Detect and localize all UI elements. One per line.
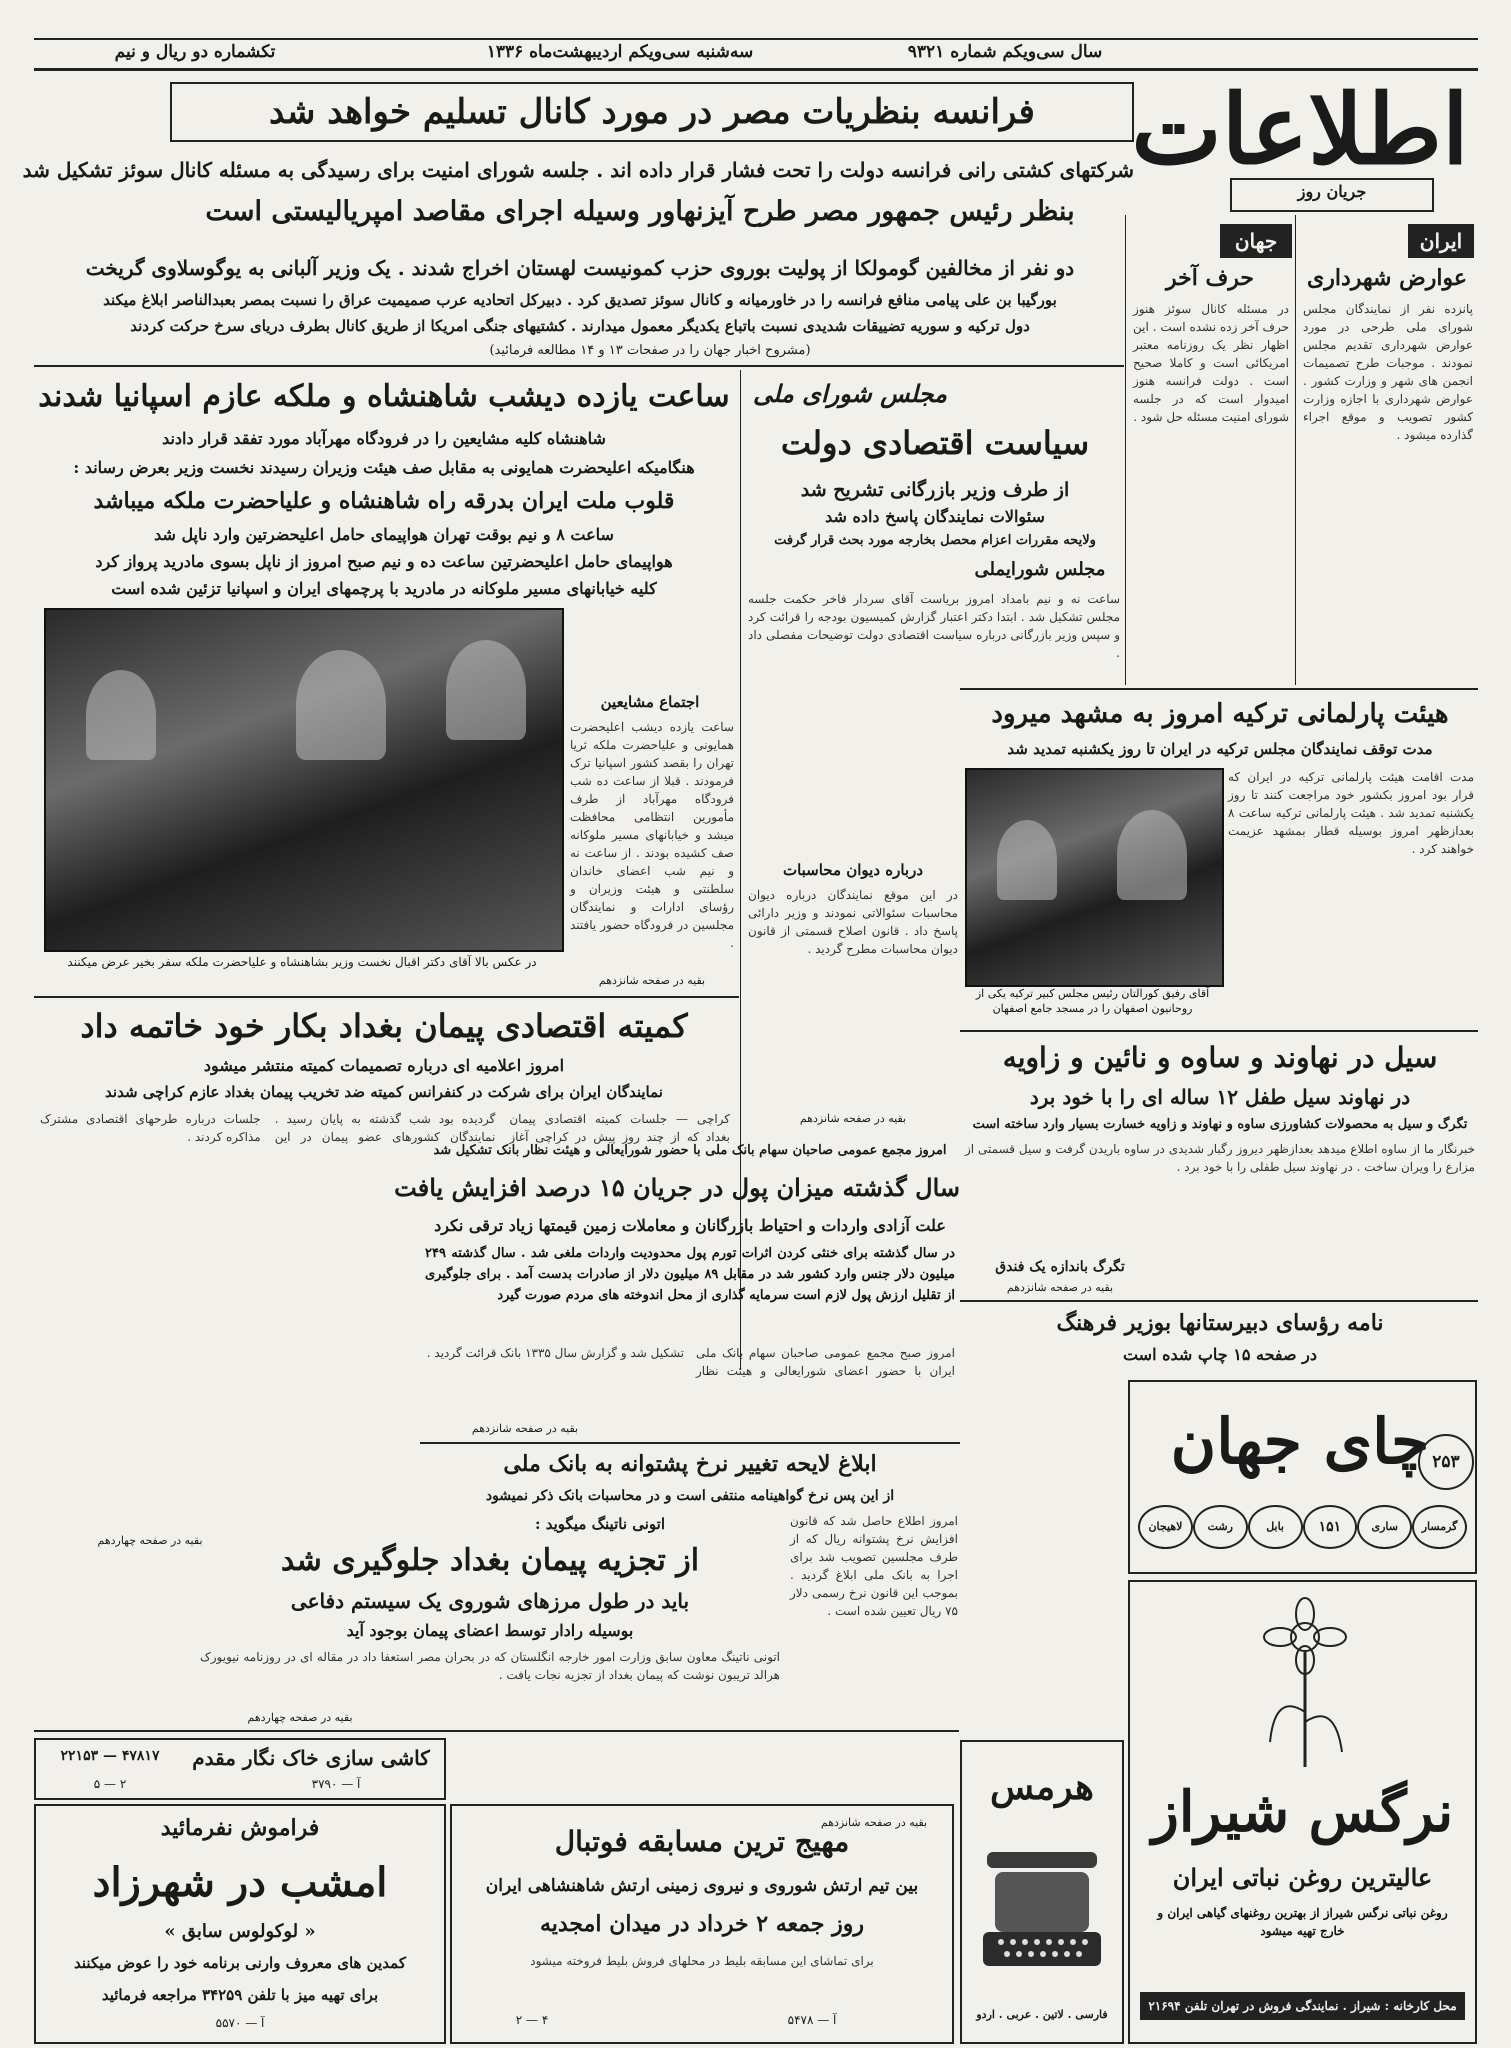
football-date: روز جمعه ۲ خرداد در میدان امجدیه (539, 1911, 865, 1937)
tea-city: رشت (1193, 1505, 1248, 1549)
shahrzad-code: آ — ۵۵۷۰ (215, 2016, 265, 2030)
narges-detail: روغن نباتی نرگس شیراز از بهترین روغنهای گیاهی ایران و خارج تهیه میشود (1157, 1906, 1448, 1938)
price: تکشماره دو ریال و نیم (114, 42, 276, 62)
baghdad-split-sub2: بوسیله رادار توسط اعضای پیمان بوجود آید (346, 1621, 634, 1640)
kashi-phone: ۴۷۸۱۷ — ۲۲۱۵۳ (60, 1748, 160, 1764)
culture-sub1: در صفحه ۱۵ چاپ شده است (1122, 1345, 1318, 1364)
shahrzad-sub: « لوکولوس سابق » (164, 1921, 316, 1942)
municipal-title: عوارض شهرداری (1307, 265, 1467, 291)
shah-photo (44, 608, 564, 952)
shahrzad-phone: برای تهیه میز با تلفن ۳۴۲۵۹ مراجعه فرمائید (101, 1986, 379, 2004)
municipal-body: پانزده نفر از نمایندگان مجلس شورای ملی طرحی در مورد عوارض شهرداری تقدیم مجلس نمودند . موجبات طرح تصمیمات انجمن های شهر و وزارت کشور . عوارض شهرداری با اجازه وزارت کشور تصویب و موقع اجراء گذارده میشود . (1303, 302, 1473, 442)
shah-sub5: هواپیمای حامل اعلیحضرتین ساعت ده و نیم صبح امروز از ناپل بسوی مادرید پرواز کرد (95, 552, 673, 571)
currency-headline: ابلاغ لایحه تغییر نرخ پشتوانه به بانک ملی (503, 1451, 877, 1477)
narges-brand: نرگس شیراز (1151, 1779, 1454, 1845)
bank-headline: سال گذشته میزان پول در جریان ۱۵ درصد افزایش یافت (394, 1173, 960, 1202)
bank-sub2: در سال گذشته برای خنثی کردن اثرات تورم پول محدودیت واردات ملغی شد . سال گذشته ۲۴۹ میلیون دلار جنس وارد کشور شد در مقابل ۸۹ میلیون دلار از صادرات بدست آمد . برای جلوگیری از تقلیل ارزش پول لازم است سرمایه گذاری از محل اندوخته های مردم صورت گیرد (425, 1246, 955, 1303)
typewriter-illustration (977, 1832, 1107, 1982)
kashi-code2: ۲ — ۵ (93, 1777, 127, 1791)
majlis-sub1: از طرف وزیر بازرگانی تشریح شد (800, 479, 1070, 501)
bank-sub1: علت آزادی واردات و احتیاط بازرگانان و معاملات زمین قیمتها زیاد ترقی نکرد (434, 1216, 946, 1235)
shah-bottom-rule (34, 996, 739, 998)
baghdad-split-continued: بقیه در صفحه چهاردهم (247, 1711, 353, 1724)
tea-phone: ۱۵۱ (1303, 1505, 1358, 1549)
flood-headline: سیل در نهاوند و ساوه و نائین و زاویه (1002, 1041, 1438, 1074)
kashi-code: آ — ۳۷۹۰ (311, 1777, 361, 1791)
baghdad-committee-continued: بقیه در صفحه چهاردهم (97, 1534, 203, 1547)
turkish-body: مدت اقامت هیئت پارلمانی ترکیه در ایران که قرار بود امروز بکشور خود مراجعت کنند تا روز یکشنبه تمدید شد . هیئت پارلمانی ترکیه ساعت ۸ بعدازظهر امروز بوسیله قطار بمشهد عزیمت خواهند کرد . (1228, 770, 1474, 856)
tea-city: لاهیجان (1138, 1505, 1193, 1549)
football-code: آ — ۵۴۷۸ (787, 2013, 837, 2027)
flood-sub1: در نهاوند سیل طفل ۱۲ ساله ای را با خود برد (1029, 1085, 1411, 1109)
narges-ad (1128, 1580, 1477, 2044)
shahrzad-title: امشب در شهرزاد (92, 1859, 388, 1906)
turkish-photo-caption: آقای رفیق کورالتان رئیس مجلس کبیر ترکیه یکی از روحانیون اصفهان را در مسجد جامع اصفهان (975, 987, 1210, 1016)
tea-number: ۲۵۳ (1418, 1434, 1474, 1490)
flood-body: خبرنگار ما از ساوه اطلاع میدهد بعدازظهر دیروز رگبار شدیدی در ساوه باریدن گرفت و سیل قسمتی از مزارع را ویران ساخت . در نهاوند سیل طفلی را با خود برد . (965, 1142, 1475, 1174)
baghdad-split-kicker: اتونی ناتینگ میگوید : (534, 1515, 665, 1533)
newspaper-logo: اطلاعات (1131, 73, 1469, 186)
turkish-sub1: مدت توقف نمایندگان مجلس ترکیه در ایران تا روز یکشنبه تمدید شد (1007, 740, 1433, 758)
majlis-section-label: مجلس شورای ملی (753, 379, 947, 408)
tea-ad (1128, 1380, 1477, 1574)
shah-sub4: ساعت ۸ و نیم بوقت تهران هواپیمای حامل اعلیحضرتین وارد ناپل شد (154, 525, 614, 544)
football-code2: ۴ — ۲ (515, 2013, 549, 2027)
football-fine: برای تماشای این مسابقه بلیط در محلهای فروش بلیط فروخته میشود (530, 1954, 874, 1968)
tea-city: گرمسار (1412, 1505, 1467, 1549)
shah-sub6: کلیه خیابانهای مسیر ملوکانه در مادرید با پرچمهای ایران و اسپانیا تزئین شده است (111, 579, 657, 598)
flood-continued: بقیه در صفحه شانزدهم (1006, 1281, 1114, 1294)
lead-sub1: شرکتهای کشتی رانی فرانسه دولت را تحت فشار قرار داده اند . جلسه شورای امنیت برای رسیدگی به مسئله کانال سوئز تشکیل شد (22, 158, 1134, 182)
hermes-brand: هرمس (989, 1766, 1095, 1808)
baghdad-committee-sub1: امروز اعلامیه ای درباره تصمیمات کمیته منتشر میشود (203, 1056, 565, 1075)
world-label: جهان (1220, 224, 1292, 258)
lead-sub3: دو نفر از مخالفین گومولکا از پولیت بوروی حزب کمونیست لهستان اخراج شدند . یک وزیر آلبانی به یوگوسلاوی گریخت (85, 256, 1075, 280)
hermes-ad (960, 1740, 1124, 2044)
majlis-sub2: سئوالات نمایندگان پاسخ داده شد (825, 507, 1045, 526)
football-sub: بین تیم ارتش شوروی و نیروی زمینی ارتش شاهنشاهی ایران (485, 1876, 919, 1896)
narges-footer: محل کارخانه : شیراز . نمایندگی فروش در تهران تلفن ۲۱۶۹۴ (1140, 1992, 1465, 2020)
hermes-footer: فارسی . لاتین . عربی . اردو (976, 2008, 1108, 2021)
daily-column-box (1230, 178, 1434, 212)
bank-kicker: امروز مجمع عمومی صاحبان سهام بانک ملی با حضور شورایعالی و هیئت نظار بانک تشکیل شد (433, 1143, 947, 1158)
culture-headline: نامه رؤسای دبیرستانها بوزیر فرهنگ (1056, 1310, 1384, 1336)
kashi-ad (34, 1738, 446, 1800)
baghdad-committee-body: کراچی — جلسات کمیته اقتصادی پیمان بغداد که از چند روز پیش در کراچی آغاز گردیده بود شب گذشته به پایان رسید . نمایندگان کشورهای عضو پیمان در این جلسات درباره طرحهای اقتصادی مشترک مذاکره کردند . (40, 1112, 730, 1144)
currency-sub1: از این پس نرخ گواهینامه منتفی است و در محاسبات بانک ذکر نمیشود (485, 1488, 895, 1504)
col-divider-1 (1125, 215, 1126, 685)
shahrzad-top: فراموش نفرمائید (160, 1815, 320, 1841)
majlis-body2: در این موقع نمایندگان درباره دیوان محاسبات سئوالاتی نمودند و وزیر دارائی پاسخ داد . قانون اصلاح قسمتی از قانون دیوان محاسبات مطرح گردید . (748, 888, 958, 956)
baghdad-split-body: اتونی ناتینگ معاون سابق وزارت امور خارجه انگلستان که در بحران مصر استعفا داد در مقاله ای در روزنامه نیویورک هرالد تریبون نوشت که پیمان بغداد از تجزیه نجات یافت . (200, 1650, 780, 1682)
currency-body: امروز اطلاع حاصل شد که قانون افزایش نرخ پشتوانه ریال که از طرف مجلسین تصویب شد برای اجرا به بانک ملی ابلاغ گردید . بموجب این قانون نرخ رسمی دلار ۷۵ ریال تعیین شده است . (790, 1514, 958, 1618)
currency-continued: بقیه در صفحه شانزدهم (820, 1816, 928, 1829)
flood-subhead: تگرگ باندازه یک فندق (995, 1259, 1125, 1275)
narges-slogan: عالیترین روغن نباتی ایران (1172, 1863, 1433, 1892)
masthead-top-rule (34, 38, 1478, 40)
shahrzad-line: کمدین های معروف وارنی برنامه خود را عوض میکنند (74, 1954, 406, 1972)
tea-city: بابل (1248, 1505, 1303, 1549)
bank-continued: بقیه در صفحه شانزدهم (471, 1422, 579, 1435)
iran-label: ایران (1408, 224, 1474, 258)
tea-brand: چای جهان (1170, 1405, 1430, 1478)
flood-sub2: تگرگ و سیل به محصولات کشاورزی ساوه و نهاوند و زاویه خسارت بسیار وارد ساخته است (972, 1117, 1468, 1132)
baghdad-committee-sub2: نمایندگان ایران برای شرکت در کنفرانس کمیته ضد تخریب پیمان بغداد عازم کراچی شدند (105, 1083, 663, 1101)
date-line: سه‌شنبه سی‌ویکم اردیبهشت‌ماه ۱۳۳۶ (486, 42, 754, 62)
shah-subhead: اجتماع مشایعین (600, 693, 700, 711)
lead-bottom-rule (34, 365, 1124, 367)
flood-bottom-rule (960, 1300, 1478, 1302)
football-ad (450, 1804, 954, 2044)
majlis-sub3: ولایحه مقررات اعزام محصل بخارجه مورد بحث قرار گرفت (774, 533, 1096, 548)
lead-headline: فرانسه بنظریات مصر در مورد کانال تسلیم خواهد شد (170, 82, 1134, 142)
majlis-subhead: درباره دیوان محاسبات (782, 861, 924, 879)
majlis-sub4: مجلس شورایملی (974, 559, 1106, 580)
tea-city: ساری (1357, 1505, 1412, 1549)
lead-sub2: بنظر رئیس جمهور مصر طرح آیزنهاور وسیله اجرای مقاصد امپریالیستی است (205, 196, 1075, 227)
lead-line4: بورگیبا بن علی پیامی منافع فرانسه را در خاورمیانه و کانال سوئز تصدیق کرد . دبیرکل اتحادیه عرب صمیمیت عراق را نسبت بمصر بعبدالناصر ابلاغ میکند (103, 291, 1057, 309)
shah-sub1: شاهنشاه کلیه مشایعین را در فرودگاه مهرآباد مورد تفقد قرار دادند (162, 429, 606, 448)
shah-continued: بقیه در صفحه شانزدهم (598, 974, 706, 987)
majlis-body: ساعت نه و نیم بامداد امروز بریاست آقای سردار فاخر حکمت جلسه مجلس تشکیل شد . ابتدا دکتر اعتبار گزارش کمیسیون بودجه را قرائت کرد و سپس وزیر بازرگانی درباره سیاست اقتصادی دولت توضیحات مفصلی داد . (748, 592, 1120, 660)
final-word-body: در مسئله کانال سوئز هنوز حرف آخر زده نشده است . این اظهار نظر یک روزنامه معتبر امریکائی است و کاملا صحیح است . دولت فرانسه هنوز امیدوار است که در جلسه شورای امنیت مسئله حل شود . (1133, 302, 1289, 424)
daily-label: جریان روز (1297, 182, 1367, 201)
col-divider-2 (1295, 215, 1296, 685)
bank-bottom-rule (420, 1442, 960, 1444)
majlis-continued: بقیه در صفحه شانزدهم (799, 1112, 907, 1125)
shah-headline: ساعت یازده دیشب شاهنشاه و ملکه عازم اسپانیا شدند (38, 379, 730, 414)
turkish-bottom-rule (960, 1030, 1478, 1032)
baghdad-committee-headline: کمیته اقتصادی پیمان بغداد بکار خود خاتمه داد (80, 1007, 688, 1045)
turkish-headline: هیئت پارلمانی ترکیه امروز به مشهد میرود (991, 699, 1449, 729)
kashi-title: کاشی سازی خاک نگار مقدم (192, 1746, 430, 1770)
shah-photo-caption: در عکس بالا آقای دکتر اقبال نخست وزیر بشاهنشاه و علیاحضرت ملکه سفر بخیر عرض میکنند (67, 955, 537, 969)
shah-body: ساعت یازده دیشب اعلیحضرت همایونی و علیاحضرت ملکه ثریا تهران را بقصد کشور اسپانیا ترک فرمودند . قبلا از ساعت ده شب فرودگاه مهرآباد از طرف مأمورین انتظامی محافظت میشد و خیابانهای مسیر ملوکانه صف کشیده بودند . از ساعت نه و نیم شب اعضای خاندان سلطنتی و هیئت وزیران و رؤسای ادارات و نمایندگان مجلسین در فرودگاه حضور یافتند . (570, 720, 734, 950)
lead-line5: دول ترکیه و سوریه تضییقات شدیدی نسبت باتباع یکدیگر معمول میدارند . کشتیهای جنگی امریکا از طریق کانال بطرف دریای سرخ حرکت کردند (130, 317, 1030, 335)
shah-sub3: قلوب ملت ایران بدرقه راه شاهنشاه و علیاحضرت ملکه میباشد (93, 488, 675, 514)
lead-continued: (مشروح اخبار جهان را در صفحات ۱۳ و ۱۴ مطالعه فرمائید) (489, 343, 811, 358)
flower-illustration (1250, 1592, 1360, 1772)
shah-sub2: هنگامیکه اعلیحضرت همایونی به مقابل صف هیئت وزیران رسیدند نخست وزیر بعرض رساند : (73, 458, 695, 477)
tea-cities (1138, 1502, 1467, 1552)
majlis-headline: سیاست اقتصادی دولت (780, 424, 1090, 462)
ads-top-rule (34, 1730, 959, 1732)
baghdad-split-sub1: باید در طول مرزهای شوروی یک سیستم دفاعی (290, 1589, 690, 1613)
bank-body: امروز صبح مجمع عمومی صاحبان سهام بانک ملی ایران با حضور اعضای شورایعالی و هیئت نظار تشکیل شد و گزارش سال ۱۳۳۵ بانک قرائت گردید . (426, 1346, 955, 1378)
shahrzad-ad (34, 1804, 446, 2044)
football-title: مهیج ترین مسابقه فوتبال (554, 1825, 850, 1858)
final-word-title: حرف آخر (1165, 265, 1255, 291)
shah-body-top (570, 610, 734, 690)
turkish-photo (965, 768, 1224, 987)
baghdad-split-headline: از تجزیه پیمان بغداد جلوگیری شد (280, 1543, 700, 1578)
issue-info: سال سی‌ویکم شماره ۹۳۲۱ (907, 42, 1103, 62)
